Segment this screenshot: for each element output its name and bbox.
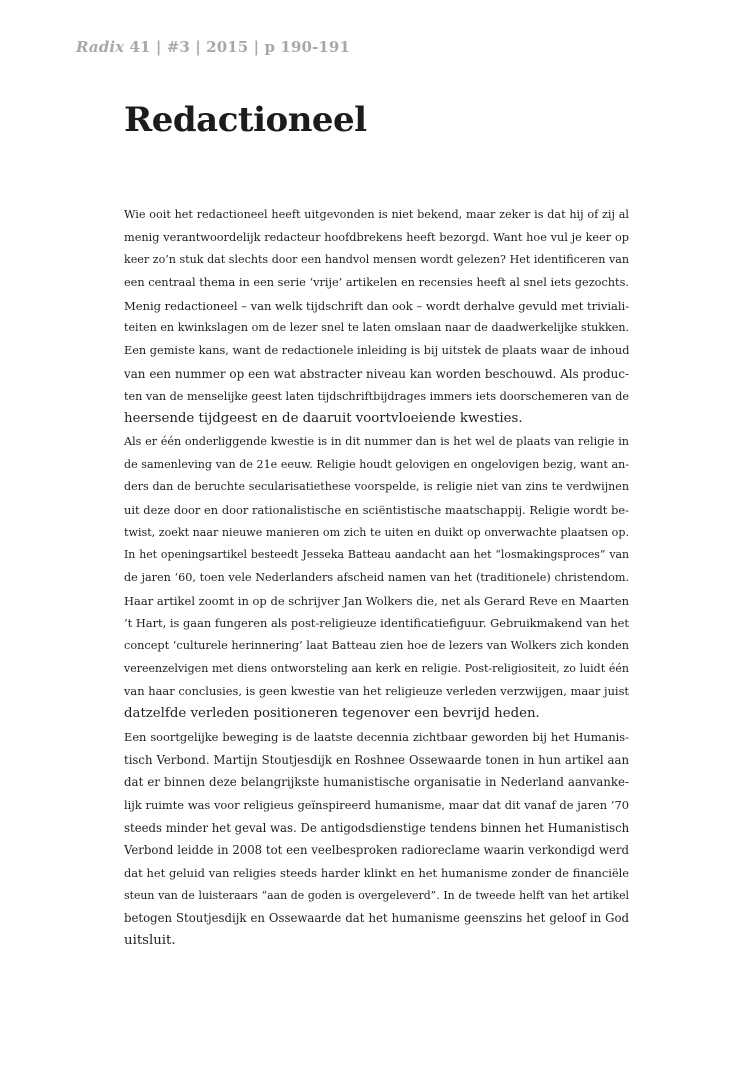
text-line: datzelfde verleden positioneren tegenover een bevrijd heden.	[124, 706, 540, 722]
text-line: Haar artikel zoomt in op de schrijver Jan Wolkers die, net als Gerard Reve en Maarten	[124, 593, 629, 608]
text-line: keer zo’n stuk dat slechts door een handvol mensen wordt gelezen? Het identificeren van	[124, 253, 629, 267]
text-line: tisch Verbond. Martijn Stoutjesdijk en Roshnee Ossewaarde tonen in hun artikel aan	[124, 752, 629, 767]
text-line: twist, zoekt naar nieuwe manieren om zich te uiten en duikt op onverwachte plaatsen op.	[124, 525, 629, 539]
issue-citation: 41 | #3 | 2015 | p 190-191	[124, 38, 350, 56]
text-line: betogen Stoutjesdijk en Ossewaarde dat het humanisme geenszins het geloof in God	[124, 911, 629, 926]
text-line: heersende tijdgeest en de daaruit voortvloeiende kwesties.	[124, 411, 523, 427]
text-line: teiten en kwinkslagen om de lezer snel te laten omslaan naar de daadwerkelijke stukken.	[124, 321, 629, 335]
text-line: van een nummer op een wat abstracter niveau kan worden beschouwd. Als produc-	[124, 366, 629, 381]
text-line: concept ‘culturele herinnering’ laat Batteau zien hoe de lezers van Wolkers zich konden	[124, 639, 629, 653]
text-line: dat er binnen deze belangrijkste humanistische organisatie in Nederland aanvanke-	[124, 775, 629, 790]
text-line: steun van de luisteraars “aan de goden is overgeleverd”. In de tweede helft van het artikel	[124, 888, 629, 902]
text-line: Wie ooit het redactioneel heeft uitgevonden is niet bekend, maar zeker is dat hij of zij al	[124, 208, 629, 221]
journal-name: Radix	[76, 38, 125, 56]
text-line: In het openingsartikel besteedt Jesseka Batteau aandacht aan het “losmakingsproces” van	[124, 548, 629, 562]
text-line: dat het geluid van religies steeds harder klinkt en het humanisme zonder de financiële	[124, 865, 629, 880]
text-line: uit deze door en door rationalistische en sciëntistische maatschappij. Religie wordt be-	[124, 502, 629, 517]
running-header	[76, 38, 350, 56]
page-title: Redactioneel	[124, 100, 367, 140]
text-line: steeds minder het geval was. De antigodsdienstige tendens binnen het Humanistisch	[124, 820, 629, 835]
text-line: Verbond leidde in 2008 tot een veelbesproken radioreclame waarin verkondigd werd	[124, 843, 629, 858]
text-line: de samenleving van de 21e eeuw. Religie houdt gelovigen en ongelovigen bezig, want an-	[124, 457, 629, 471]
text-line: Een gemiste kans, want de redactionele inleiding is bij uitstek de plaats waar de inhoud	[124, 344, 629, 358]
text-line: ders dan de beruchte secularisatiethese voorspelde, is religie niet van zins te verdwijnen	[124, 480, 629, 494]
text-line: menig verantwoordelijk redacteur hoofdbrekens heeft bezorgd. Want hoe vul je keer op	[124, 230, 629, 244]
text-line: lijk ruimte was voor religieus geïnspireerd humanisme, maar dat dit vanaf de jaren ’70	[124, 797, 629, 812]
text-line: vereenzelvigen met diens ontworsteling aan kerk en religie. Post-religiositeit, zo luidt één	[124, 661, 629, 675]
text-line: van haar conclusies, is geen kwestie van het religieuze verleden verzwijgen, maar juist	[124, 684, 629, 699]
article-body	[124, 204, 629, 953]
text-line: de jaren ‘60, toen vele Nederlanders afscheid namen van het (traditionele) christendom.	[124, 571, 629, 584]
text-line: uitsluit.	[124, 933, 176, 948]
text-line: Een soortgelijke beweging is de laatste decennia zichtbaar geworden bij het Humanis-	[124, 729, 629, 744]
text-line: Als er één onderliggende kwestie is in dit nummer dan is het wel de plaats van religie in	[124, 434, 629, 448]
text-line: een centraal thema in een serie ‘vrije’ artikelen en recensies heeft al snel iets gezochts.	[124, 276, 629, 290]
text-line: ten van de menselijke geest laten tijdschriftbijdrages immers iets doorschemeren van de	[124, 389, 629, 403]
text-line: Menig redactioneel – van welk tijdschrift dan ook – wordt derhalve gevuld met triviali-	[124, 298, 629, 313]
text-line: ’t Hart, is gaan fungeren als post-religieuze identificatiefiguur. Gebruikmakend van het	[124, 616, 629, 631]
